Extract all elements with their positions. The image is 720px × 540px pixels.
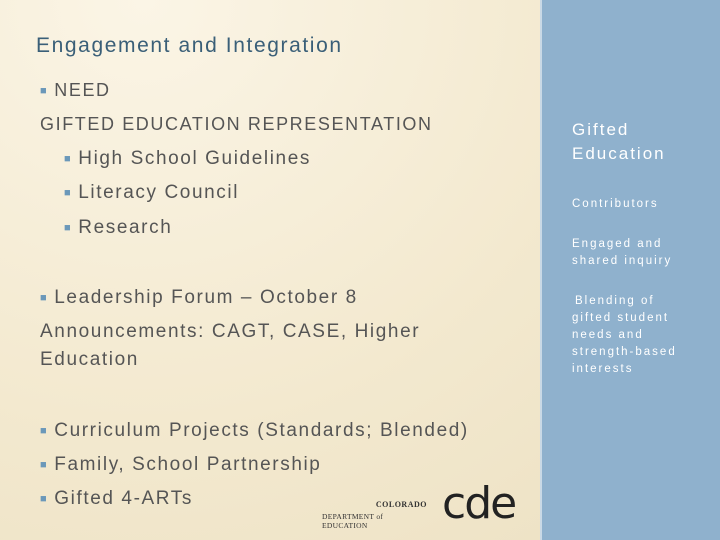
sidebar-heading (572, 118, 666, 166)
leadership-line: Announcements: CAGT, CASE, Higher (40, 321, 421, 342)
sidebar-heading-line: Education (572, 144, 666, 163)
need-sub-item-label: Research (78, 217, 173, 238)
square-bullet-icon: ■ (40, 292, 49, 304)
square-bullet-icon: ■ (40, 85, 49, 97)
need-sub-item-label: High School Guidelines (78, 148, 311, 169)
sidebar-item-line: strength-based (572, 346, 677, 358)
sidebar-item-engaged (572, 236, 672, 270)
sidebar-item-line: gifted student (572, 312, 670, 324)
need-sub-item (64, 182, 239, 204)
slide-title: Engagement and Integration (36, 34, 343, 57)
logo-mark: cde (442, 478, 516, 529)
sidebar-heading-line: Gifted (572, 120, 630, 139)
need-sub-item-label: Literacy Council (78, 182, 240, 203)
bottom-item-label: Gifted 4-ARTs (54, 488, 193, 509)
need-subtitle: GIFTED EDUCATION REPRESENTATION (40, 114, 433, 134)
square-bullet-icon: ■ (64, 153, 73, 165)
square-bullet-icon: ■ (40, 425, 49, 437)
logo-state-text: COLORADO (375, 500, 427, 509)
sidebar-item-line: shared inquiry (572, 255, 673, 267)
leadership-item (40, 287, 358, 309)
square-bullet-icon: ■ (64, 222, 73, 234)
bottom-item (40, 420, 469, 442)
bottom-item (40, 454, 321, 476)
sidebar-item-blending (572, 293, 677, 378)
square-bullet-icon: ■ (40, 493, 49, 505)
bottom-item-label: Curriculum Projects (Standards; Blended) (54, 420, 469, 441)
need-sub-item (64, 217, 172, 239)
logo-dept-text: DEPARTMENT of EDUCATION (322, 512, 384, 530)
sidebar-item-contributors: Contributors (572, 198, 659, 210)
sidebar-item-line: interests (572, 363, 634, 375)
sidebar-item-line: Engaged and (572, 238, 663, 250)
square-bullet-icon: ■ (64, 187, 73, 199)
leadership-line: Education (40, 349, 139, 370)
sidebar-item-line: Blending of (575, 295, 655, 307)
need-label: NEED (54, 80, 111, 100)
bottom-item (40, 488, 193, 510)
square-bullet-icon: ■ (40, 459, 49, 471)
bottom-item-label: Family, School Partnership (54, 454, 322, 475)
sidebar (540, 0, 720, 540)
sidebar-item-line: needs and (572, 329, 644, 341)
need-item (40, 80, 111, 101)
cde-logo (322, 478, 532, 530)
leadership-label: Leadership Forum – October 8 (54, 287, 358, 308)
need-sub-item (64, 148, 311, 170)
